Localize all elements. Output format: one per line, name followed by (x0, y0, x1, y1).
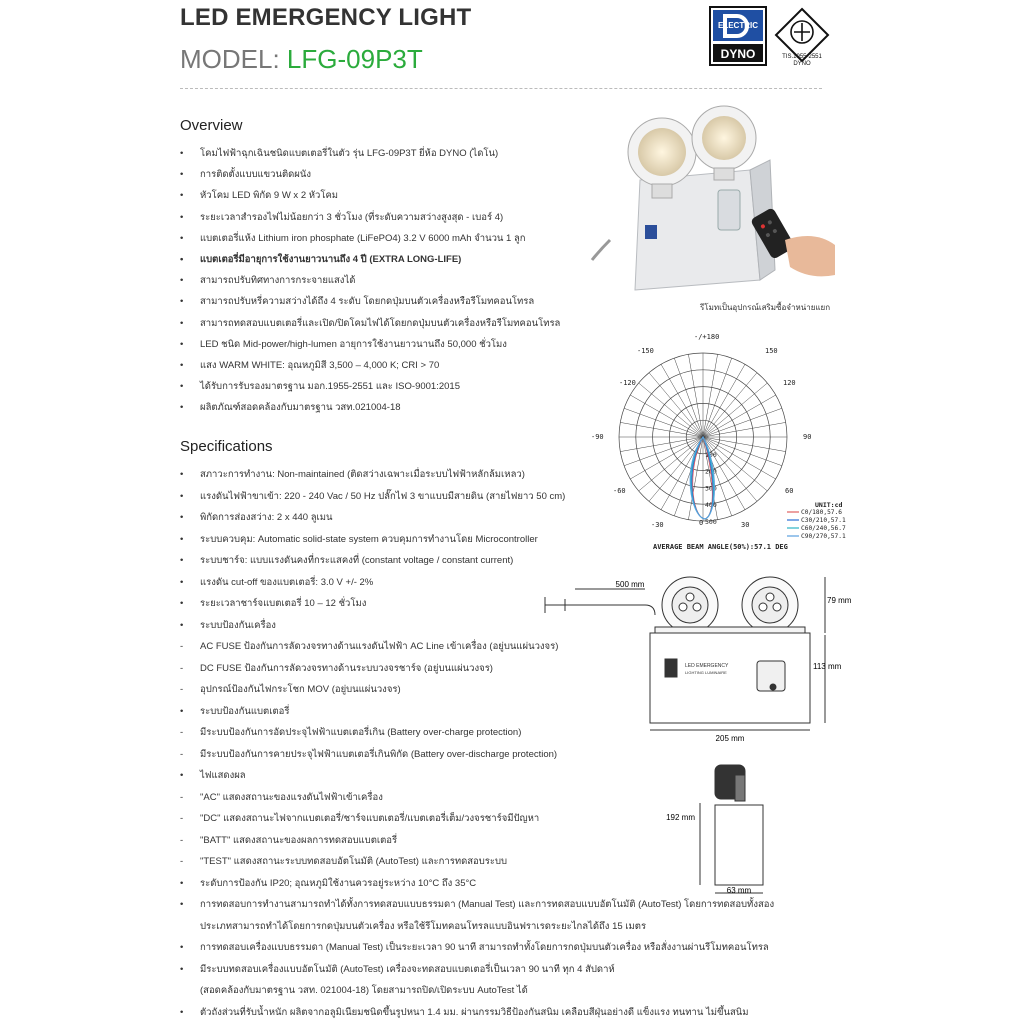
bullet-marker: • (180, 253, 184, 265)
list-item (180, 228, 560, 249)
legend-label: C0/180,57.6 (801, 509, 842, 516)
overview-heading: Overview (180, 117, 243, 134)
list-item-text: AC FUSE ป้องกันการลัดวงจรทางด้านแรงดันไฟฟ้า AC Line เข้าเครื่อง (อยู่บนแผ่นวงจร) (200, 641, 559, 652)
header-divider (180, 88, 822, 89)
body-label-2: LIGHTING LUMINAIRE (685, 670, 727, 675)
list-item-text: แสง WARM WHITE: อุณหภูมิสี 3,500 – 4,000 K; CRI > 70 (200, 359, 440, 371)
polar-radial-label: 200 (705, 467, 717, 476)
list-item-text: มีระบบทดสอบเครื่องแบบอัตโนมัติ (AutoTest) เครื่องจะทดสอบแบตเตอรี่เป็นเวลา 90 นาที ทุก 4 สัปดาห์ (200, 963, 615, 975)
polar-radial-label: 500 (705, 518, 717, 526)
list-item-text: ระบบป้องกันเครื่อง (200, 619, 276, 631)
polar-angle-label: 60 (785, 487, 794, 495)
list-item (180, 464, 774, 486)
list-item-text: สามารถทดสอบแบตเตอรี่และเปิด/ปิดโคมไฟได้โดยกดปุ่มบนตัวเครื่องหรือรีโมทคอนโทรล (200, 317, 561, 329)
bullet-marker: • (180, 576, 184, 588)
bullet-marker: • (180, 190, 184, 202)
list-item (180, 959, 774, 981)
list-item (180, 529, 774, 551)
bullet-marker: • (180, 770, 184, 781)
list-item-text: "AC" แสดงสถานะของแรงดันไฟฟ้าเข้าเครื่อง (200, 791, 383, 803)
list-item (180, 916, 774, 938)
list-item-text: สามารถปรับหรี่ความสว่างได้ถึง 4 ระดับ โดยกดปุ่มบนตัวเครื่องหรือรีโมทคอนโทรล (200, 296, 535, 308)
list-item (180, 572, 774, 594)
list-item (180, 397, 560, 418)
polar-angle-label: 0 (699, 519, 704, 527)
polar-radial-label: 300 (705, 484, 717, 493)
list-item (180, 486, 774, 508)
logo-brand-bottom: DYNO (720, 47, 756, 61)
bullet-marker: • (180, 211, 184, 223)
bullet-marker: - (180, 856, 184, 867)
polar-angle-label: -30 (651, 521, 664, 529)
list-item (180, 593, 774, 615)
list-item-text: สามารถปรับทิศทางการกระจายแสงได้ (200, 275, 356, 287)
specifications-list (180, 464, 774, 1023)
model-line (180, 44, 423, 75)
list-item (180, 658, 774, 680)
bullet-marker: - (180, 791, 184, 803)
bullet-marker: - (180, 662, 184, 674)
bullet-marker: • (180, 317, 184, 329)
list-item-text: ระบบควบคุม: Automatic solid-state system ควบคุมการทำงานโดย Microcontroller (200, 533, 538, 545)
bullet-marker: • (180, 512, 184, 523)
polar-angle-label: -150 (637, 347, 654, 355)
list-item-text: โคมไฟฟ้าฉุกเฉินชนิดแบตเตอรี่ในตัว รุ่น LFG-09P3T ยี่ห้อ DYNO (ไดโน) (200, 148, 499, 159)
list-item-text: แบตเตอรี่มีอายุการใช้งานยาวนานถึง 4 ปี (EXTRA LONG-LIFE) (200, 253, 462, 265)
list-item (180, 722, 774, 744)
list-item (180, 1002, 774, 1024)
bullet-marker: • (180, 533, 184, 545)
dim-cable: 500 mm (615, 580, 645, 589)
tis-text: TIS.1955-2551 (782, 54, 822, 60)
model-label: MODEL: (180, 44, 287, 74)
dyno-logo (709, 6, 767, 66)
dim-body-height: 113 mm (813, 662, 842, 671)
bullet-marker: • (180, 148, 184, 159)
list-item-text: (สอดคล้องกับมาตรฐาน วสท. 021004-18) โดยสามารถปิด/เปิดระบบ AutoTest ได้ (200, 985, 528, 996)
polar-radial-label: 400 (705, 501, 717, 510)
list-item-text: "BATT" แสดงสถานะของผลการทดสอบแบตเตอรี่ (200, 834, 398, 846)
polar-angle-label: 90 (803, 433, 812, 441)
dim-side-height: 192 mm (666, 813, 695, 822)
list-item (180, 873, 774, 895)
list-item (180, 701, 774, 723)
legend-label: C60/240,56.7 (801, 525, 846, 532)
page-title: LED EMERGENCY LIGHT (180, 4, 472, 31)
list-item (180, 830, 774, 852)
list-item (180, 313, 560, 334)
list-item-text: สภาวะการทำงาน: Non-maintained (ติดสว่างเฉพาะเมื่อระบบไฟฟ้าหลักล้มเหลว) (200, 469, 525, 480)
list-item-text: อุปกรณ์ป้องกันไฟกระโชก MOV (อยู่บนแผ่นวงจร) (200, 684, 401, 695)
list-item (180, 507, 774, 529)
dim-width: 205 mm (715, 734, 745, 743)
list-item (180, 679, 774, 701)
list-item-text: การติดตั้งแบบแขวนติดผนัง (200, 169, 312, 181)
list-item-text: ระยะเวลาสำรองไฟไม่น้อยกว่า 3 ชั่วโมง (ที่ระดับความสว่างสูงสุด - เบอร์ 4) (200, 211, 504, 223)
product-caption: รีโมทเป็นอุปกรณ์เสริมซื้อจำหน่ายแยก (700, 303, 831, 312)
polar-angle-label: 120 (783, 379, 796, 387)
list-item (180, 143, 560, 164)
bullet-marker: • (180, 169, 184, 181)
list-item (180, 207, 560, 228)
bullet-marker: • (180, 338, 184, 350)
list-item-text: ระดับการป้องกัน IP20; อุณหภูมิใช้งานควรอยู่ระหว่าง 10°C ถึง 35°C (200, 877, 477, 889)
model-code: LFG-09P3T (286, 44, 423, 74)
list-item (180, 376, 560, 397)
list-item (180, 937, 774, 959)
list-item (180, 355, 560, 376)
list-item-text: แรงดัน cut-off ของแบตเตอรี่: 3.0 V +/- 2% (200, 576, 374, 588)
list-item (180, 851, 774, 873)
list-item-text: ผลิตภัณฑ์สอดคล้องกับมาตรฐาน วสท.021004-18 (200, 402, 401, 414)
legend-title: UNIT:cd (815, 501, 843, 509)
list-item (180, 765, 774, 787)
list-item-text: ตัวถังส่วนที่รับน้ำหนัก ผลิตจากอลูมิเนียมชนิดขึ้นรูปหนา 1.4 มม. ผ่านกรรมวิธีป้องกันสนิม เคลือบสีฝุ่นอย่างดี แข็งแรง ทนทาน ไม่ขึ้นสนิม (200, 1006, 749, 1018)
specifications-heading: Specifications (180, 438, 273, 455)
beam-angle-text: AVERAGE BEAM ANGLE(50%):57.1 DEG (653, 543, 788, 551)
bullet-marker: • (180, 705, 184, 717)
legend-label: C90/270,57.1 (801, 533, 846, 540)
list-item (180, 249, 560, 270)
bullet-marker: • (180, 899, 184, 910)
dim-depth: 63 mm (726, 886, 752, 895)
legend-label: C30/210,57.1 (801, 517, 846, 524)
bullet-marker: • (180, 381, 184, 393)
list-item (180, 334, 560, 355)
bullet-marker: • (180, 942, 184, 953)
list-item (180, 270, 560, 291)
bullet-marker: - (180, 727, 184, 738)
list-item-text: "TEST" แสดงสถานะระบบทดสอบอัตโนมัติ (AutoTest) และการทดสอบระบบ (200, 856, 508, 867)
bullet-marker: - (180, 813, 184, 824)
list-item (180, 636, 774, 658)
body-label-1: LED EMERGENCY (685, 663, 729, 669)
bullet-marker: • (180, 598, 184, 609)
bullet-marker: - (180, 748, 184, 760)
bullet-marker: - (180, 641, 184, 652)
bullet-marker: • (180, 555, 184, 566)
list-item-text: แบตเตอรี่แห้ง Lithium iron phosphate (LiFePO4) 3.2 V 6000 mAh จำนวน 1 ลูก (200, 232, 526, 244)
bullet-marker: • (180, 232, 184, 244)
bullet-marker: • (180, 963, 184, 975)
list-item-text: ระบบป้องกันแบตเตอรี่ (200, 705, 290, 717)
list-item (180, 550, 774, 572)
product-image (590, 100, 840, 300)
list-item (180, 164, 560, 185)
list-item-text: DC FUSE ป้องกันการลัดวงจรทางด้านระบบวงจรชาร์จ (อยู่บนแผ่นวงจร) (200, 662, 493, 674)
tis-sub: DYNO (793, 61, 811, 67)
list-item (180, 808, 774, 830)
list-item (180, 744, 774, 766)
list-item (180, 615, 774, 637)
polar-angle-label: -90 (591, 433, 604, 441)
bullet-marker: • (180, 1006, 184, 1018)
tis-mark-icon (772, 6, 832, 66)
list-item-text: การทดสอบเครื่องแบบธรรมดา (Manual Test) เป็นระยะเวลา 90 นาที สามารถทำทั้งโดยการกดปุ่มบนตัวเครื่อง หรือสั่งงานผ่านรีโมทคอนโทรล (200, 942, 769, 953)
list-item (180, 291, 560, 312)
list-item-text: ได้รับการรับรองมาตรฐาน มอก.1955-2551 และ ISO-9001:2015 (200, 381, 460, 393)
polar-angle-label: 150 (765, 347, 778, 355)
bullet-marker: - (180, 684, 184, 695)
list-item (180, 787, 774, 809)
list-item-text: ระยะเวลาชาร์จแบตเตอรี่ 10 – 12 ชั่วโมง (200, 598, 367, 609)
list-item-text: พิกัดการส่องสว่าง: 2 x 440 ลูเมน (200, 512, 333, 523)
overview-list (180, 143, 560, 418)
list-item-text: หัวโคม LED พิกัด 9 W x 2 หัวโคม (200, 190, 339, 202)
list-item-text: ประเภทสามารถทำได้โดยการกดปุ่มบนตัวเครื่อง หรือใช้รีโมทคอนโทรลแบบอินฟราเรดระยะไกลได้ถึง 15 เมตร (200, 920, 647, 932)
polar-angle-label: -120 (619, 379, 636, 387)
list-item-text: ระบบชาร์จ: แบบแรงดันคงที่กระแสคงที่ (constant voltage / constant current) (200, 555, 514, 566)
logo-brand-top: ELECTRIC (718, 21, 758, 30)
bullet-marker: • (180, 877, 184, 889)
dim-head-height: 79 mm (827, 596, 852, 605)
bullet-marker: • (180, 619, 184, 631)
polar-angle-label: -60 (613, 487, 626, 495)
polar-angle-label: -/+180 (694, 333, 720, 341)
list-item-text: "DC" แสดงสถานะไฟจากแบตเตอรี่/ชาร์จแบตเตอรี่/แบตเตอรี่เต็ม/วงจรชาร์จมีปัญหา (200, 813, 540, 824)
list-item-text: ไฟแสดงผล (200, 770, 246, 781)
list-item-text: แรงดันไฟฟ้าขาเข้า: 220 - 240 Vac / 50 Hz ปลั๊กไฟ 3 ขาแบบมีสายดิน (สายไฟยาว 50 cm) (200, 490, 566, 502)
bullet-marker: • (180, 490, 184, 502)
list-item-text: การทดสอบการทำงานสามารถทำได้ทั้งการทดสอบแบบธรรมดา (Manual Test) และการทดสอบแบบอัตโนมัติ (AutoTest) โดยการทดสอบทั้งสอง (200, 899, 775, 910)
bullet-marker: - (180, 834, 184, 846)
polar-radial-label: 100 (705, 450, 717, 459)
bullet-marker: • (180, 296, 184, 308)
list-item-text: LED ชนิด Mid-power/high-lumen อายุการใช้งานยาวนานถึง 50,000 ชั่วโมง (200, 338, 507, 350)
list-item (180, 980, 774, 1002)
list-item-text: มีระบบป้องกันการคายประจุไฟฟ้าแบตเตอรี่เกินพิกัด (Battery over-discharge protection) (200, 748, 558, 760)
polar-angle-label: 30 (741, 521, 750, 529)
bullet-marker: • (180, 469, 184, 480)
list-item (180, 185, 560, 206)
list-item-text: มีระบบป้องกันการอัดประจุไฟฟ้าแบตเตอรี่เกิน (Battery over-charge protection) (200, 727, 522, 738)
bullet-marker: • (180, 275, 184, 287)
bullet-marker: • (180, 402, 184, 414)
list-item (180, 894, 774, 916)
bullet-marker: • (180, 359, 184, 371)
